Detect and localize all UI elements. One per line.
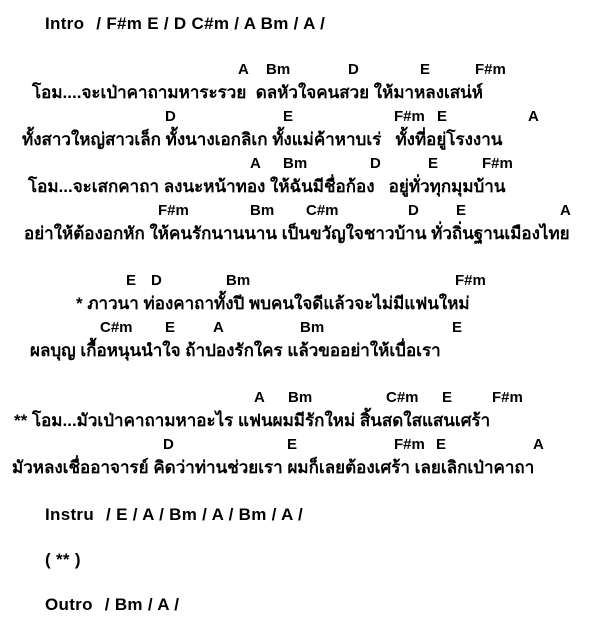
chord: F#m — [158, 202, 189, 219]
chord: A — [254, 389, 265, 406]
chord-row — [0, 201, 600, 220]
chord: A — [213, 319, 224, 336]
chord: F#m — [394, 436, 425, 453]
chord: A — [560, 202, 571, 219]
lyric-row — [0, 173, 600, 201]
chord: E — [287, 436, 298, 453]
lyric-text: โอม...จะเสกคาถา ลงนะหน้าทอง ให้ฉันมีชื่อก้อง อยู่ทั่วทุกมุมบ้าน — [28, 177, 506, 196]
chord: F#m — [482, 155, 513, 172]
chord-row — [0, 271, 600, 290]
chord-row — [0, 435, 600, 454]
chord-row — [0, 318, 600, 337]
chord-lyric-pair — [0, 435, 600, 482]
lyric-text: โอม....จะเป่าคาถามหาระรวย ดลหัวใจคนสวย ให้มาหลงเสน่ห์ — [32, 83, 484, 102]
lyric-row — [0, 220, 600, 248]
section-line — [45, 14, 600, 34]
stanza-gap — [0, 248, 600, 271]
chord: E — [442, 389, 453, 406]
chord-row — [0, 154, 600, 173]
chord-lyric-pair — [0, 318, 600, 365]
section-line — [45, 505, 600, 525]
chord: A — [238, 61, 249, 78]
chord: F#m — [492, 389, 523, 406]
section-line — [45, 595, 600, 615]
section-label: Outro — [45, 595, 93, 614]
chord: E — [126, 272, 137, 289]
chord: E — [428, 155, 439, 172]
chord: Bm — [300, 319, 325, 336]
chord-lyric-pair — [0, 107, 600, 154]
lyric-row — [0, 454, 600, 482]
chord: E — [452, 319, 463, 336]
chord: C#m — [306, 202, 339, 219]
section-line — [45, 550, 600, 570]
chord-row — [0, 60, 600, 79]
chord: E — [165, 319, 176, 336]
chord: E — [436, 436, 447, 453]
chord: Bm — [226, 272, 251, 289]
chord-lyric-pair — [0, 271, 600, 318]
lyric-text: ** โอม...มัวเป่าคาถามหาอะไร แฟนผมมีรักใหม่ สิ้นสดใสแสนเศร้า — [14, 411, 491, 430]
chord: C#m — [386, 389, 419, 406]
lyric-row — [0, 126, 600, 154]
chord: D — [163, 436, 174, 453]
chord: Bm — [266, 61, 291, 78]
chord: D — [151, 272, 162, 289]
chord: F#m — [475, 61, 506, 78]
lyric-row — [0, 290, 600, 318]
chord-progression: / F#m E / D C#m / A Bm / A / — [96, 14, 326, 33]
chord: E — [283, 108, 294, 125]
chord: E — [437, 108, 448, 125]
lyric-text: มัวหลงเชื่ออาจารย์ คิดว่าท่านช่วยเรา ผมก็เลยต้องเศร้า เลยเลิกเป่าคาถา — [12, 458, 535, 477]
lyric-text: ผลบุญ เกื้อหนุนนำใจ ถ้าปองรักใคร แล้วขออย่าให้เบื่อเรา — [30, 341, 441, 360]
chord-lyric-pair — [0, 201, 600, 248]
lyric-text: * ภาวนา ท่องคาถาทั้งปี พบคนใจดีแล้วจะไม่มีแฟนใหม่ — [76, 294, 470, 313]
section-label: ( ** ) — [45, 550, 81, 569]
chord: F#m — [455, 272, 486, 289]
chord-progression: / E / A / Bm / A / Bm / A / — [106, 505, 304, 524]
chord: D — [370, 155, 381, 172]
chord: E — [456, 202, 467, 219]
chord: Bm — [250, 202, 275, 219]
chord: D — [408, 202, 419, 219]
chord: Bm — [288, 389, 313, 406]
chord: A — [528, 108, 539, 125]
chord-progression: / Bm / A / — [104, 595, 180, 614]
chord-lyric-pair — [0, 60, 600, 107]
chord: E — [420, 61, 431, 78]
section-label: Intro — [45, 14, 85, 33]
lyric-row — [0, 337, 600, 365]
chord-lyric-pair — [0, 154, 600, 201]
lyric-text: ทั้งสาวใหญ่สาวเล็ก ทั้งนางเอกลิเก ทั้งแม่ค้าหาบเร่ ทั้งที่อยู่โรงงาน — [22, 130, 503, 149]
chord: D — [165, 108, 176, 125]
lyric-row — [0, 79, 600, 107]
chord: D — [348, 61, 359, 78]
chord: C#m — [100, 319, 133, 336]
chord-row — [0, 107, 600, 126]
chord: A — [533, 436, 544, 453]
chord: F#m — [394, 108, 425, 125]
stanza-gap — [0, 365, 600, 388]
chord-row — [0, 388, 600, 407]
chord: A — [250, 155, 261, 172]
section-label: Instru — [45, 505, 95, 524]
chord: Bm — [283, 155, 308, 172]
lyric-row — [0, 407, 600, 435]
chord-lyric-pair — [0, 388, 600, 435]
lyric-text: อย่าให้ต้องอกหัก ให้คนรักนานนาน เป็นขวัญใจชาวบ้าน ทั่วถิ่นฐานเมืองไทย — [24, 224, 570, 243]
